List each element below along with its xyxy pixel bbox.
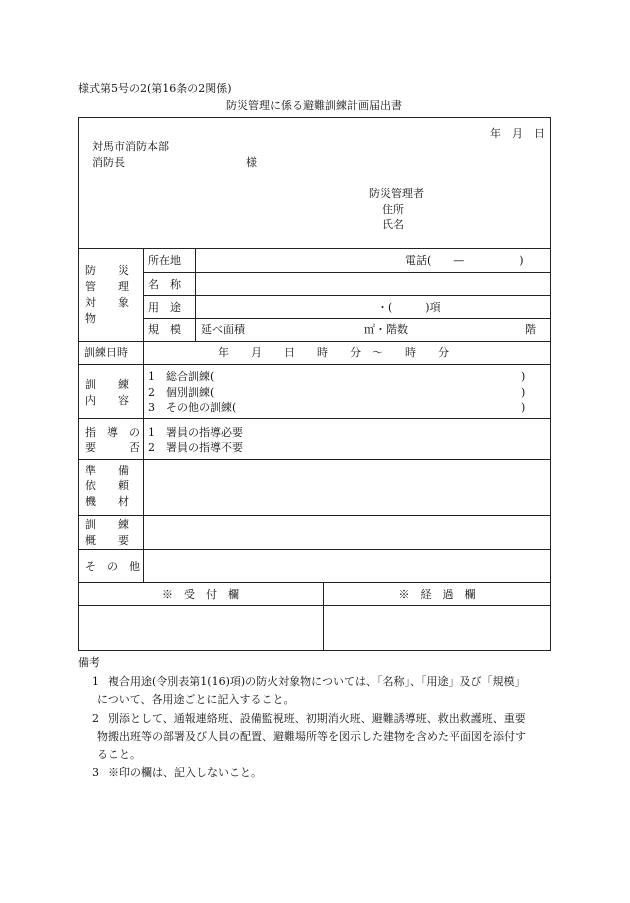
property-label-3: 対 象: [85, 296, 129, 309]
form-reference: 様式第5号の2(第16条の2関係): [78, 82, 232, 95]
guidance-item-1: 1 署員の指導必要: [148, 426, 243, 439]
content-close-3: ): [521, 401, 526, 414]
content-close-1: ): [521, 370, 526, 383]
property-name-label: 名 称: [148, 278, 181, 291]
honorific: 様: [246, 156, 257, 169]
reception-column-label: ※ 受 付 欄: [162, 588, 239, 601]
schedule-label: 訓練日時: [84, 346, 128, 359]
phone-field: 電話( — ): [405, 254, 524, 267]
content-item-2: 2 個別訓練(: [148, 386, 215, 399]
notes-title: 備考: [78, 656, 100, 669]
summary-label-1: 訓 練: [85, 518, 129, 531]
equipment-label-2: 依 頼: [85, 479, 129, 492]
guidance-item-2: 2 署員の指導不要: [148, 441, 243, 454]
floor-suffix: 階: [525, 323, 536, 336]
location-label: 所在地: [148, 254, 181, 267]
scale-label: 規 模: [148, 323, 181, 336]
note-2-line-3: ること。: [97, 748, 141, 761]
schedule-value: 年 月 日 時 分 ～ 時 分: [218, 346, 449, 359]
summary-label-2: 概 要: [85, 534, 129, 547]
note-1-number: 1: [92, 675, 99, 688]
note-3-number: 3: [92, 766, 99, 779]
address-label: 住所: [382, 203, 404, 216]
manager-label: 防災管理者: [369, 187, 424, 200]
note-3-line-1: ※印の欄は、記入しないこと。: [108, 766, 262, 779]
use-label: 用 途: [148, 301, 181, 314]
property-label-1: 防 災: [85, 264, 129, 277]
name-label: 氏名: [382, 218, 404, 231]
other-label: そ の 他: [85, 560, 140, 573]
property-label-2: 管 理: [85, 280, 129, 293]
content-item-3: 3 その他の訓練(: [148, 401, 237, 414]
content-label-1: 訓 練: [85, 378, 129, 391]
content-close-2: ): [521, 386, 526, 399]
guidance-label-2: 要 否: [85, 441, 140, 454]
submission-date: 年 月 日: [490, 127, 545, 140]
use-value: ・( )項: [377, 301, 441, 314]
equipment-label-1: 準 備: [85, 464, 129, 477]
progress-column-label: ※ 経 過 欄: [398, 588, 476, 601]
note-1-line-1: 複合用途(令別表第1(16)項)の防火対象物については、「名称」、「用途」及び「規模」: [108, 675, 526, 688]
equipment-label-3: 機 材: [85, 495, 129, 508]
note-2-number: 2: [92, 712, 99, 725]
property-label-4: 物: [85, 312, 96, 325]
document-title: 防災管理に係る避難訓練計画届出書: [226, 99, 402, 112]
content-label-2: 内 容: [85, 394, 129, 407]
note-2-line-1: 別添として、通報連絡班、設備監視班、初期消火班、避難誘導班、救出救護班、重要: [108, 712, 526, 725]
note-2-line-2: 物搬出班等の部署及び人員の配置、避難場所等を図示した建物を含めた平面図を添付す: [97, 730, 526, 743]
content-item-1: 1 総合訓練(: [148, 370, 215, 383]
floor-area-label: 延べ面積: [201, 323, 245, 336]
guidance-label-1: 指 導 の: [85, 426, 140, 439]
addressee-organization: 対馬市消防本部: [92, 140, 169, 153]
floor-count-label: ㎡・階数: [364, 323, 408, 336]
note-1-line-2: について、各用途ごとに記入すること。: [97, 693, 295, 706]
addressee-role: 消防長: [92, 156, 125, 169]
